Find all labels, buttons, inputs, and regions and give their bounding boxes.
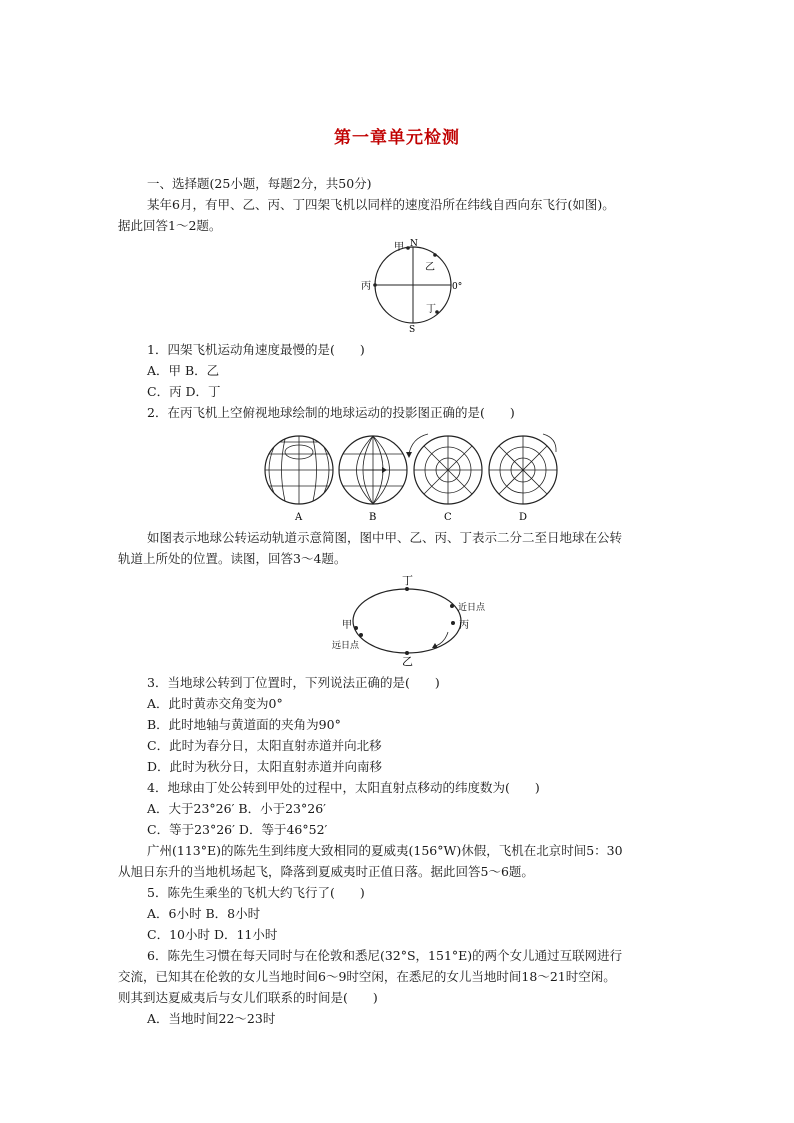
fig1-yi: 乙 <box>425 262 435 273</box>
diagram-c <box>406 434 482 523</box>
q5-options-ab: A．6小时 B．8小时 <box>147 906 261 921</box>
label-a: A <box>295 512 303 523</box>
section-header: 一、选择题(25小题，每题2分，共50分) <box>147 176 372 191</box>
fig1-S: S <box>409 325 416 332</box>
fig2-ding: 丁 <box>402 574 413 587</box>
intro-3-line-1: 广州(113°E)的陈先生到纬度大致相同的夏威夷(156°W)休假，飞机在北京时间5：30 <box>147 843 623 858</box>
projection-figure <box>260 430 560 524</box>
fig2-jia: 甲 <box>342 620 352 631</box>
globe-figure <box>350 238 470 332</box>
fig2-bing: 丙 <box>459 620 469 631</box>
q4-options-ab: A．大于23°26′ B．小于23°26′ <box>147 801 326 816</box>
intro-2-line-2: 轨道上所处的位置。读图，回答3～4题。 <box>118 551 347 566</box>
diagram-d <box>489 434 557 523</box>
fig2-yi: 乙 <box>402 655 413 666</box>
fig2-perihelion: 近日点 <box>458 603 486 613</box>
fig1-zero: 0° <box>452 282 463 292</box>
q3-option-c: C．此时为春分日，太阳直射赤道并向北移 <box>147 738 382 753</box>
intro-1-line-1: 某年6月，有甲、乙、丙、丁四架飞机以同样的速度沿所在纬线自西向东飞行(如图)。 <box>147 197 615 212</box>
q1-options-ab: A．甲 B．乙 <box>147 363 220 378</box>
q5-options-cd: C．10小时 D．11小时 <box>147 927 278 942</box>
fig2-aphelion: 远日点 <box>332 641 360 651</box>
orbit-figure <box>328 570 508 666</box>
intro-1-line-2: 据此回答1～2题。 <box>118 218 222 233</box>
q4-stem: 4．地球由丁处公转到甲处的过程中，太阳直射点移动的纬度数为( ) <box>147 780 540 795</box>
page-title: 第一章单元检测 <box>334 128 460 148</box>
intro-2-line-1: 如图表示地球公转运动轨道示意简图，图中甲、乙、丙、丁表示二分二至日地球在公转 <box>147 530 623 545</box>
q1-stem: 1．四架飞机运动角速度最慢的是( ) <box>147 342 365 357</box>
label-c: C <box>444 512 452 523</box>
q1-options-cd: C．丙 D．丁 <box>147 384 221 399</box>
q3-option-a: A．此时黄赤交角变为0° <box>147 696 283 711</box>
fig1-jia: 甲 <box>394 242 404 253</box>
fig1-ding: 丁 <box>426 304 436 315</box>
label-d: D <box>519 512 528 523</box>
fig1-N: N <box>410 239 418 249</box>
q6-stem-line-1: 6．陈先生习惯在每天同时与在伦敦和悉尼(32°S，151°E)的两个女儿通过互联网进行 <box>147 948 623 963</box>
q4-options-cd: C．等于23°26′ D．等于46°52′ <box>147 822 328 837</box>
q3-stem: 3．当地球公转到丁位置时，下列说法正确的是( ) <box>147 675 440 690</box>
fig1-bing: 丙 <box>361 281 371 292</box>
q6-option-a: A．当地时间22～23时 <box>147 1011 276 1026</box>
diagram-a <box>265 436 333 523</box>
q3-option-b: B．此时地轴与黄道面的夹角为90° <box>147 717 341 732</box>
q2-stem: 2．在丙飞机上空俯视地球绘制的地球运动的投影图正确的是( ) <box>147 405 515 420</box>
diagram-b <box>339 436 407 523</box>
intro-3-line-2: 从旭日东升的当地机场起飞，降落到夏威夷时正值日落。据此回答5～6题。 <box>118 864 534 879</box>
label-b: B <box>369 512 377 523</box>
q6-stem-line-3: 则其到达夏威夷后与女儿们联系的时间是( ) <box>118 990 378 1005</box>
q3-option-d: D．此时为秋分日，太阳直射赤道并向南移 <box>147 759 383 774</box>
q6-stem-line-2: 交流，已知其在伦敦的女儿当地时间6～9时空闲，在悉尼的女儿当地时间18～21时空闲。 <box>118 969 616 984</box>
q5-stem: 5．陈先生乘坐的飞机大约飞行了( ) <box>147 885 365 900</box>
